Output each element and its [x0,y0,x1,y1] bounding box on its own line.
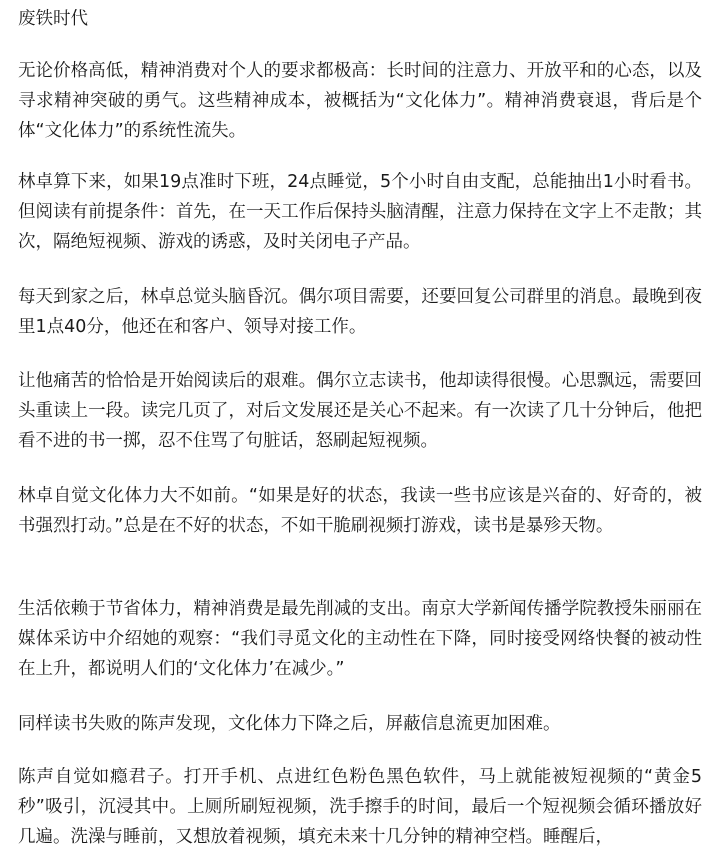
paragraph-3: 每天到家之后，林卓总觉头脑昏沉。偶尔项目需要，还要回复公司群里的消息。最晚到夜里1点40分，他还在和客户、领导对接工作。 [18,287,702,337]
paragraph-6: 生活依赖于节省体力，精神消费是最先削减的支出。南京大学新闻传播学院教授朱丽丽在媒体采访中介绍她的观察：“我们寻觅文化的主动性在下降，同时接受网络快餐的被动性在上升，都说明人们的‘文化体力’在减少。” [18,599,702,679]
paragraph-7: 同样读书失败的陈声发现，文化体力下降之后，屏蔽信息流更加困难。 [18,714,561,734]
article-title: 废铁时代 [18,9,88,29]
paragraph-1: 无论价格高低，精神消费对个人的要求都极高：长时间的注意力、开放平和的心态，以及寻求精神突破的勇气。这些精神成本，被概括为“文化体力”。精神消费衰退，背后是个体“文化体力”的系统性流失。 [18,61,702,141]
paragraph-4: 让他痛苦的恰恰是开始阅读后的艰难。偶尔立志读书，他却读得很慢。心思飘远，需要回头重读上一段。读完几页了，对后文发展还是关心不起来。有一次读了几十分钟后，他把看不进的书一掷，忍不住骂了句脏话，怒刷起短视频。 [18,371,702,451]
paragraph-5: 林卓自觉文化体力大不如前。“如果是好的状态，我读一些书应该是兴奋的、好奇的，被书强烈打动。”总是在不好的状态，不如干脆刷视频打游戏，读书是暴殄天物。 [18,486,702,536]
paragraph-2: 林卓算下来，如果19点准时下班，24点睡觉，5个小时自由支配，总能抽出1小时看书。但阅读有前提条件：首先，在一天工作后保持头脑清醒，注意力保持在文字上不走散；其次，隔绝短视频、游戏的诱惑，及时关闭电子产品。 [18,172,702,252]
paragraph-8: 陈声自觉如瘾君子。打开手机、点进红色粉色黑色软件，马上就能被短视频的“黄金5秒”吸引，沉浸其中。上厕所刷短视频，洗手擦手的时间，最后一个短视频会循环播放好几遍。洗澡与睡前，又想放着视频，填充未来十几分钟的精神空档。睡醒后， [18,767,702,847]
